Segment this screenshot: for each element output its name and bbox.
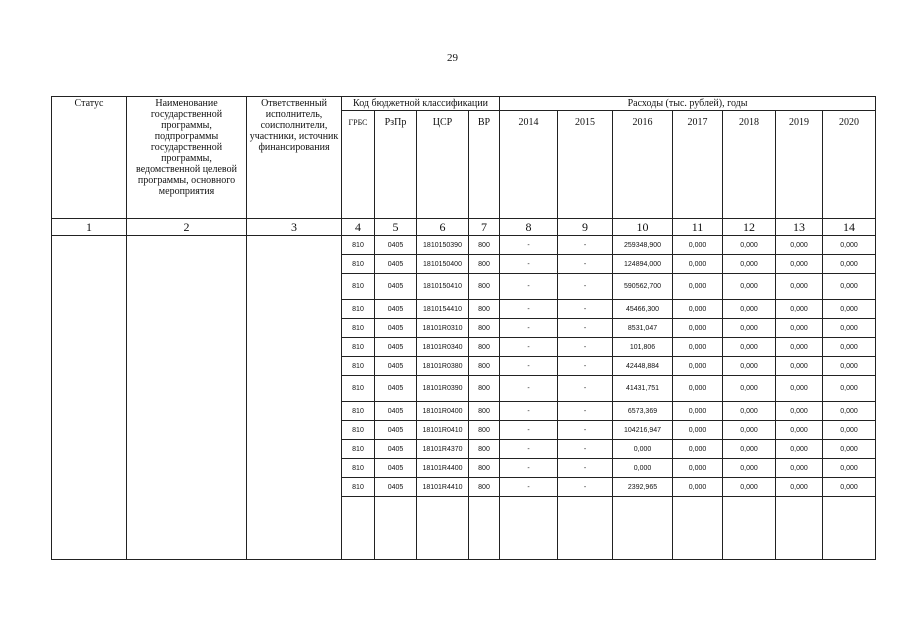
table-cell: 0,000 — [673, 319, 723, 338]
table-cell: - — [558, 478, 613, 497]
table-cell: 18101R4410 — [417, 478, 469, 497]
header-row-top — [52, 97, 876, 111]
table-cell: 0,000 — [723, 440, 776, 459]
column-number: 9 — [558, 219, 613, 236]
responsible-cell — [247, 236, 342, 560]
table-cell: 2392,965 — [613, 478, 673, 497]
table-cell: 0405 — [375, 478, 417, 497]
table-cell: - — [558, 402, 613, 421]
header-csr: ЦСР — [417, 111, 469, 219]
table-cell: 810 — [342, 402, 375, 421]
table-cell: 810 — [342, 357, 375, 376]
table-cell: 800 — [469, 255, 500, 274]
table-cell: 18101R0400 — [417, 402, 469, 421]
table-cell: 18101R0340 — [417, 338, 469, 357]
table-cell: 0,000 — [823, 319, 876, 338]
column-number: 7 — [469, 219, 500, 236]
table-cell: - — [500, 402, 558, 421]
table-cell: 0,000 — [673, 236, 723, 255]
table-cell: 0,000 — [823, 236, 876, 255]
table-cell: - — [558, 440, 613, 459]
table-cell: 800 — [469, 338, 500, 357]
table-cell: 0,000 — [776, 376, 823, 402]
table-cell: - — [500, 376, 558, 402]
header-year: 2020 — [823, 111, 876, 219]
table-cell: 0,000 — [823, 274, 876, 300]
table-cell: 0,000 — [776, 440, 823, 459]
table-cell: 800 — [469, 357, 500, 376]
table-cell: 0,000 — [723, 459, 776, 478]
table-cell: 0,000 — [673, 274, 723, 300]
column-number: 2 — [127, 219, 247, 236]
table-cell: 1810150390 — [417, 236, 469, 255]
table-cell: 0405 — [375, 402, 417, 421]
table-cell: 0,000 — [723, 236, 776, 255]
table-cell: - — [500, 319, 558, 338]
table-cell: 18101R4400 — [417, 459, 469, 478]
table-cell: - — [558, 274, 613, 300]
table-cell: 0,000 — [723, 255, 776, 274]
column-number: 1 — [52, 219, 127, 236]
status-cell — [52, 236, 127, 560]
empty-cell — [558, 497, 613, 560]
table-cell: 0,000 — [723, 421, 776, 440]
header-budget-code: Код бюджетной классификации — [342, 97, 500, 111]
table-cell: 45466,300 — [613, 300, 673, 319]
table-cell: - — [500, 478, 558, 497]
table-cell: 41431,751 — [613, 376, 673, 402]
table-cell: - — [500, 274, 558, 300]
table-cell: 0,000 — [823, 421, 876, 440]
empty-cell — [673, 497, 723, 560]
table-cell: 0,000 — [673, 255, 723, 274]
table-cell: 0,000 — [823, 376, 876, 402]
table-cell: 124894,000 — [613, 255, 673, 274]
table-cell: 0,000 — [823, 357, 876, 376]
table-cell: 810 — [342, 236, 375, 255]
table-cell: 800 — [469, 478, 500, 497]
table-cell: 0,000 — [673, 459, 723, 478]
table-cell: 0,000 — [776, 255, 823, 274]
empty-cell — [469, 497, 500, 560]
table-cell: 0,000 — [776, 459, 823, 478]
table-cell: 0,000 — [776, 236, 823, 255]
header-grbs: ГРБС — [342, 111, 375, 219]
table-cell: 0405 — [375, 319, 417, 338]
table-cell: 810 — [342, 300, 375, 319]
table-cell: 0405 — [375, 440, 417, 459]
table-cell: 101,806 — [613, 338, 673, 357]
header-name: Наименование государственной программы, подпрограммы государственной программы, ведомственной целевой программы, основного мероприятия — [127, 97, 247, 219]
table-cell: 800 — [469, 319, 500, 338]
table-cell: 810 — [342, 274, 375, 300]
header-year: 2015 — [558, 111, 613, 219]
column-number: 8 — [500, 219, 558, 236]
table-cell: 0,000 — [723, 338, 776, 357]
table-cell: 800 — [469, 274, 500, 300]
table-cell: 0405 — [375, 459, 417, 478]
table-cell: 0,000 — [823, 338, 876, 357]
table-cell: 0,000 — [723, 478, 776, 497]
table-cell: 0405 — [375, 357, 417, 376]
table-cell: - — [558, 421, 613, 440]
table-cell: 18101R0310 — [417, 319, 469, 338]
table-cell: 0,000 — [776, 300, 823, 319]
header-rzpr: РзПр — [375, 111, 417, 219]
table-cell: 18101R0380 — [417, 357, 469, 376]
empty-cell — [500, 497, 558, 560]
table-cell: 0405 — [375, 300, 417, 319]
table-cell: 0405 — [375, 338, 417, 357]
column-number: 11 — [673, 219, 723, 236]
header-expenses: Расходы (тыс. рублей), годы — [500, 97, 876, 111]
empty-cell — [342, 497, 375, 560]
table-cell: - — [558, 236, 613, 255]
table-cell: 0,000 — [776, 338, 823, 357]
table-cell: - — [558, 255, 613, 274]
header-year: 2019 — [776, 111, 823, 219]
table-cell: 0,000 — [673, 376, 723, 402]
table-cell: - — [558, 376, 613, 402]
table-cell: 0405 — [375, 255, 417, 274]
table-cell: 810 — [342, 255, 375, 274]
header-year: 2014 — [500, 111, 558, 219]
table-cell: 0,000 — [823, 300, 876, 319]
table-cell: 104216,947 — [613, 421, 673, 440]
table-cell: 810 — [342, 421, 375, 440]
table-cell: 1810154410 — [417, 300, 469, 319]
table-cell: 0,000 — [723, 274, 776, 300]
table-cell: 1810150400 — [417, 255, 469, 274]
table-row — [52, 236, 876, 255]
column-number: 6 — [417, 219, 469, 236]
table-cell: 0,000 — [776, 357, 823, 376]
table-cell: - — [500, 357, 558, 376]
table-cell: 0,000 — [673, 357, 723, 376]
table-cell: 0,000 — [723, 357, 776, 376]
data-rows — [52, 236, 876, 560]
table-cell: - — [500, 236, 558, 255]
table-cell: - — [500, 255, 558, 274]
empty-cell — [723, 497, 776, 560]
table-cell: 800 — [469, 376, 500, 402]
empty-cell — [613, 497, 673, 560]
empty-cell — [375, 497, 417, 560]
column-number: 5 — [375, 219, 417, 236]
empty-cell — [417, 497, 469, 560]
column-number: 12 — [723, 219, 776, 236]
table-cell: 0,000 — [613, 440, 673, 459]
table-cell: 0405 — [375, 236, 417, 255]
table-cell: - — [558, 459, 613, 478]
table-cell: 0405 — [375, 274, 417, 300]
table-cell: 0,000 — [673, 478, 723, 497]
table-cell: 0,000 — [613, 459, 673, 478]
table-cell: 810 — [342, 338, 375, 357]
table-cell: 0,000 — [776, 421, 823, 440]
column-number: 13 — [776, 219, 823, 236]
table-cell: 0,000 — [673, 300, 723, 319]
table-cell: 0,000 — [723, 376, 776, 402]
table-cell: 810 — [342, 459, 375, 478]
empty-cell — [776, 497, 823, 560]
table-cell: 0,000 — [776, 478, 823, 497]
table-cell: 0,000 — [723, 402, 776, 421]
table-cell: 800 — [469, 459, 500, 478]
header-vr: ВР — [469, 111, 500, 219]
table-cell: 810 — [342, 478, 375, 497]
table-cell: 42448,884 — [613, 357, 673, 376]
column-number: 3 — [247, 219, 342, 236]
table-cell: 0,000 — [776, 274, 823, 300]
table-cell: 0,000 — [823, 459, 876, 478]
table-cell: 259348,900 — [613, 236, 673, 255]
table-cell: 800 — [469, 421, 500, 440]
table-cell: 0,000 — [776, 402, 823, 421]
table-cell: 0,000 — [776, 319, 823, 338]
name-cell — [127, 236, 247, 560]
page-number: 29 — [447, 52, 458, 64]
header-year: 2016 — [613, 111, 673, 219]
table-cell: 810 — [342, 319, 375, 338]
table-cell: 810 — [342, 376, 375, 402]
table-cell: - — [500, 338, 558, 357]
table-cell: 1810150410 — [417, 274, 469, 300]
table-cell: 800 — [469, 402, 500, 421]
table-cell: 0405 — [375, 421, 417, 440]
table-cell: 590562,700 — [613, 274, 673, 300]
header-year: 2017 — [673, 111, 723, 219]
table-cell: 0,000 — [723, 300, 776, 319]
empty-cell — [823, 497, 876, 560]
budget-table — [51, 96, 876, 560]
table-cell: - — [558, 300, 613, 319]
table-cell: 0,000 — [673, 338, 723, 357]
table-cell: - — [558, 357, 613, 376]
table-cell: - — [558, 338, 613, 357]
header-responsible: Ответственный исполнитель, соисполнители, участники, источник финансирования — [247, 97, 342, 219]
table-cell: 0,000 — [823, 440, 876, 459]
header-status: Статус — [52, 97, 127, 219]
table-cell: 0,000 — [673, 440, 723, 459]
column-number-row — [52, 219, 876, 236]
table-cell: 800 — [469, 440, 500, 459]
table-cell: - — [500, 300, 558, 319]
table-cell: 0405 — [375, 376, 417, 402]
table-cell: 0,000 — [823, 478, 876, 497]
table-cell: 18101R0390 — [417, 376, 469, 402]
table-cell: 800 — [469, 236, 500, 255]
table-cell: 810 — [342, 440, 375, 459]
table-cell: 8531,047 — [613, 319, 673, 338]
table-cell: 0,000 — [823, 402, 876, 421]
table-cell: - — [500, 421, 558, 440]
table-cell: - — [500, 459, 558, 478]
table-cell: 6573,369 — [613, 402, 673, 421]
table-cell: 0,000 — [823, 255, 876, 274]
table-cell: 0,000 — [673, 402, 723, 421]
column-number: 4 — [342, 219, 375, 236]
table-cell: - — [500, 440, 558, 459]
table-cell: 18101R4370 — [417, 440, 469, 459]
column-number: 10 — [613, 219, 673, 236]
table-cell: 0,000 — [673, 421, 723, 440]
table-cell: - — [558, 319, 613, 338]
column-number: 14 — [823, 219, 876, 236]
table-cell: 800 — [469, 300, 500, 319]
header-year: 2018 — [723, 111, 776, 219]
table-cell: 0,000 — [723, 319, 776, 338]
table-cell: 18101R0410 — [417, 421, 469, 440]
